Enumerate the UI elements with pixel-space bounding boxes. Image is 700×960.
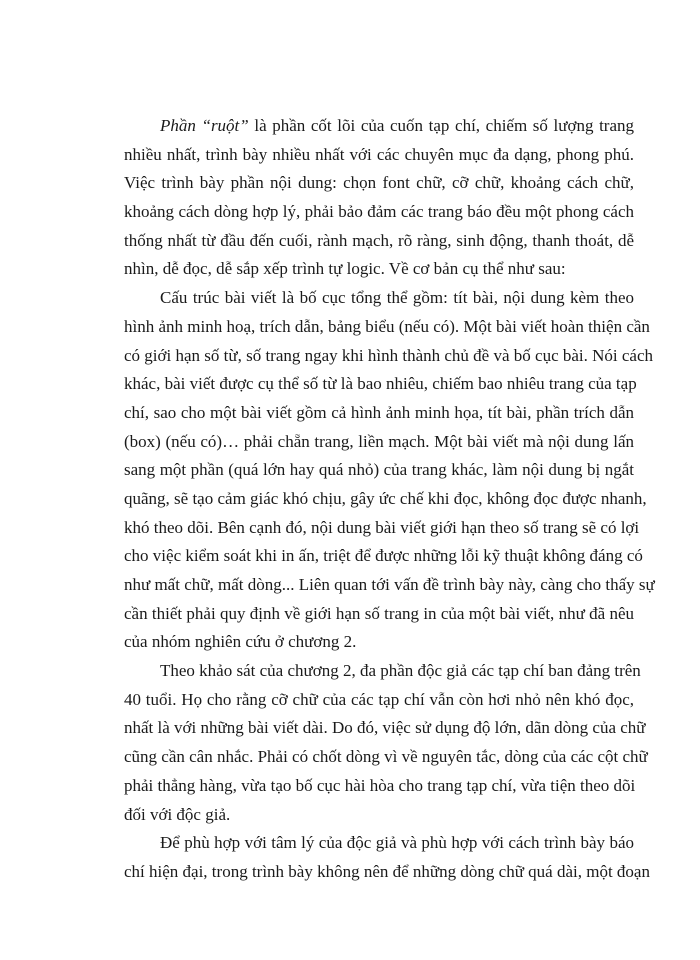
paragraph-1-line-4: khoảng cách dòng hợp lý, phải bảo đảm các trang báo đều một phong cách [124, 202, 634, 222]
paragraph-3-line-6: đối với độc giả. [124, 804, 231, 824]
paragraph-3-line-3: nhất là với những bài viết dài. Do đó, việc sử dụng độ lớn, dãn dòng của chữ [124, 718, 646, 738]
paragraph-2-line-12: cần thiết phải quy định về giới hạn số trang in của một bài viết, như đã nêu [124, 603, 634, 623]
paragraph-3-line-4: cũng cần cân nhắc. Phải có chốt dòng vì về nguyên tắc, dòng của các cột chữ [124, 747, 648, 767]
paragraph-2-line-7: sang một phần (quá lớn hay quá nhỏ) của trang khác, làm nội dung bị ngắt [124, 460, 634, 480]
paragraph-2-line-6: (box) (nếu có)… phải chẵn trang, liền mạch. Một bài viết mà nội dung lấn [124, 431, 634, 451]
paragraph-2-line-9: khó theo dõi. Bên cạnh đó, nội dung bài viết giới hạn theo số trang sẽ có lợi [124, 517, 640, 537]
paragraph-3-line-2: 40 tuổi. Họ cho rằng cỡ chữ của các tạp chí vẫn còn hơi nhỏ nên khó đọc, [124, 689, 634, 709]
paragraph-2-line-2: hình ảnh minh hoạ, trích dẫn, bảng biểu (nếu có). Một bài viết hoàn thiện cần [124, 316, 650, 336]
paragraph-1-line-2: nhiều nhất, trình bày nhiều nhất với các chuyên mục đa dạng, phong phú. [124, 144, 634, 164]
paragraph-2-line-1: Cấu trúc bài viết là bố cục tổng thể gồm: tít bài, nội dung kèm theo [160, 288, 634, 308]
paragraph-3-line-1: Theo khảo sát của chương 2, đa phần độc giả các tạp chí ban đảng trên [160, 661, 641, 681]
paragraph-4-line-1: Để phù hợp với tâm lý của độc giả và phù hợp với cách trình bày báo [160, 833, 634, 853]
paragraph-2-line-5: chí, sao cho một bài viết gồm cả hình ảnh minh họa, tít bài, phần trích dẫn [124, 402, 634, 422]
paragraph-3-line-5: phải thẳng hàng, vừa tạo bố cục hài hòa cho trang tạp chí, vừa tiện theo dõi [124, 775, 636, 795]
italic-lead-term: Phần “ruột” [160, 116, 249, 135]
paragraph-4-line-2: chí hiện đại, trong trình bày không nên để những dòng chữ quá dài, một đoạn [124, 861, 650, 881]
paragraph-1-line-6: nhìn, dễ đọc, dễ sắp xếp trình tự logic. Về cơ bản cụ thể như sau: [124, 259, 566, 279]
paragraph-2-line-13: của nhóm nghiên cứu ở chương 2. [124, 632, 357, 652]
paragraph-2-line-8: quãng, sẽ tạo cảm giác khó chịu, gây ức chế khi đọc, không đọc được nhanh, [124, 488, 647, 508]
paragraph-1-line-5: thống nhất từ đầu đến cuối, rành mạch, rõ ràng, sinh động, thanh thoát, dễ [124, 230, 634, 250]
paragraph-2-line-10: cho việc kiểm soát khi in ấn, triệt để được những lỗi kỹ thuật không đáng có [124, 546, 643, 566]
paragraph-1-line-3: Việc trình bày phần nội dung: chọn font chữ, cỡ chữ, khoảng cách chữ, [124, 173, 634, 193]
line-text: là phần cốt lõi của cuốn tạp chí, chiếm số lượng trang [248, 116, 634, 135]
paragraph-1-line-1 [124, 112, 634, 141]
paragraph-2-line-11: như mất chữ, mất dòng... Liên quan tới vấn đề trình bày này, càng cho thấy sự [124, 575, 655, 594]
paragraph-2-line-4: khác, bài viết được cụ thể số từ là bao nhiêu, chiếm bao nhiêu trang của tạp [124, 374, 637, 394]
body-text [124, 112, 655, 887]
paragraph-2-line-3: có giới hạn số từ, số trang ngay khi hình thành chủ đề và bố cục bài. Nói cách [124, 345, 654, 365]
